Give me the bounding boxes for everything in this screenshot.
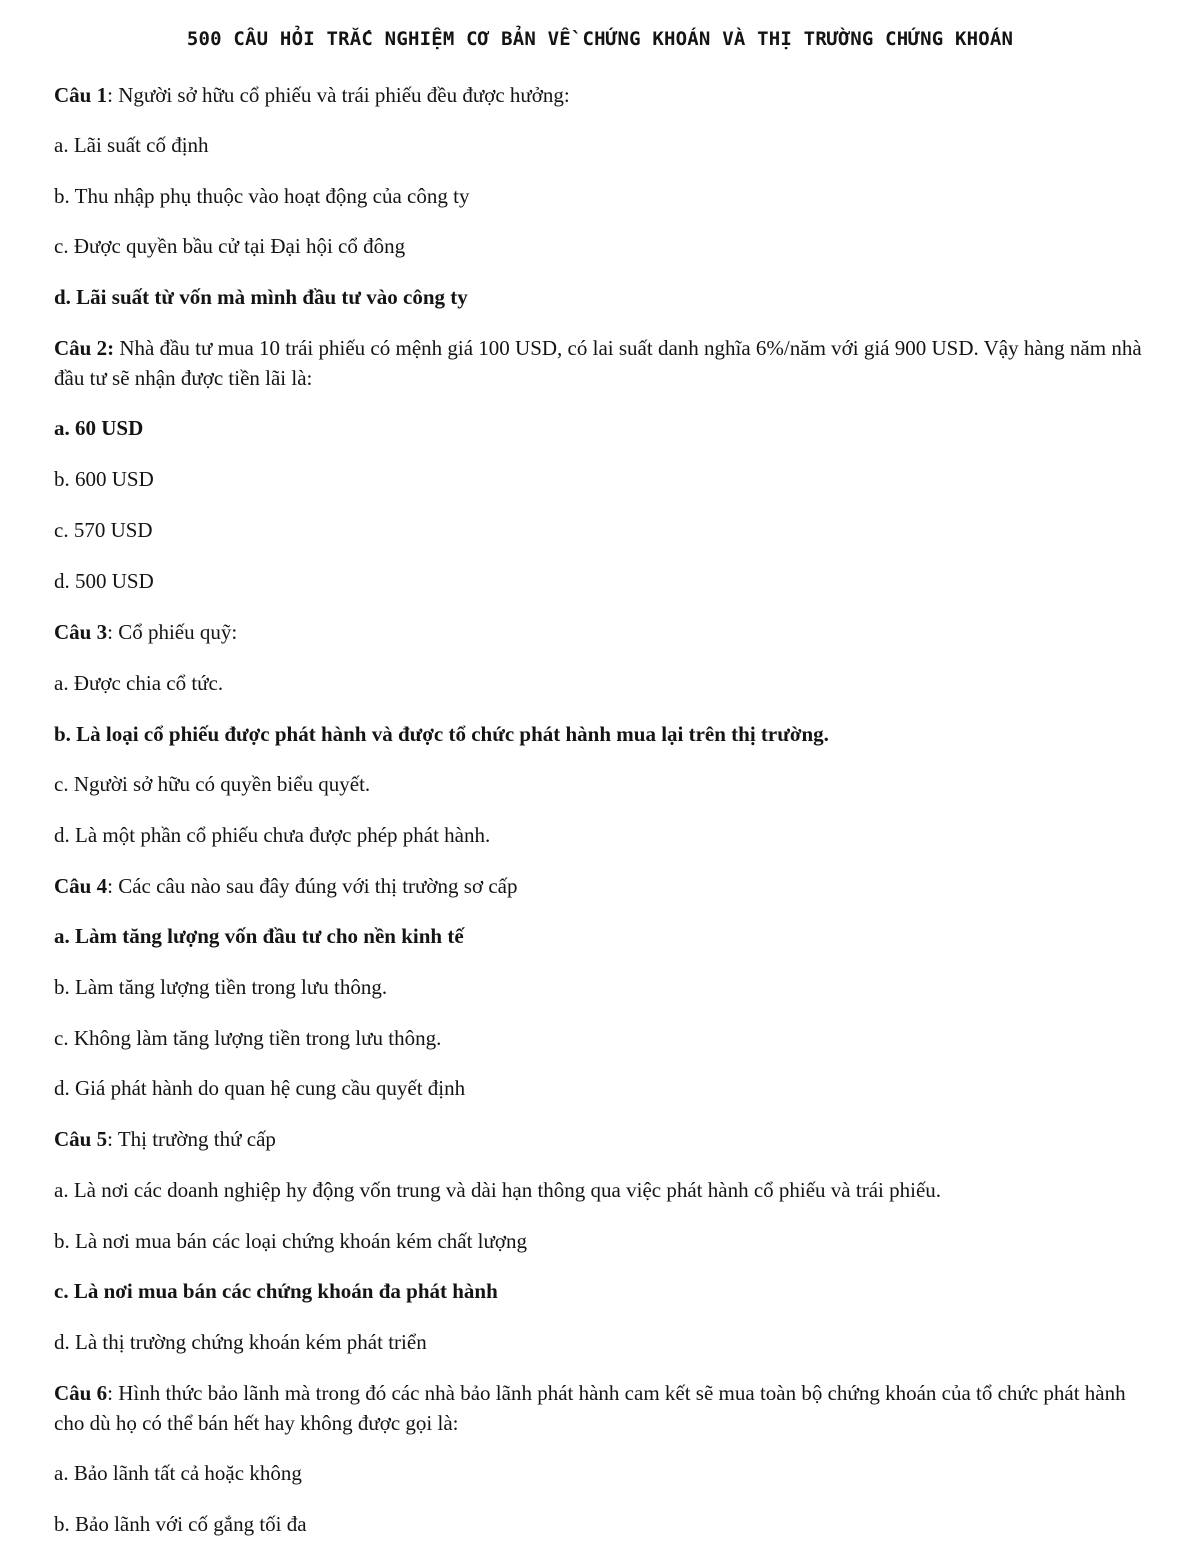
question-1-option-d-correct: d. Lãi suất từ vốn mà mình đầu tư vào công ty <box>54 285 468 309</box>
question-label: Câu 6 <box>54 1381 108 1405</box>
question-label: Câu 1 <box>54 83 108 107</box>
question-6-stem <box>54 1378 1150 1438</box>
question-6-option-a: a. Bảo lãnh tất cả hoặc không <box>54 1461 302 1485</box>
question-4-option-b: b. Làm tăng lượng tiền trong lưu thông. <box>54 975 388 999</box>
question-label: Câu 3 <box>54 620 108 644</box>
question-2-option-d: d. 500 USD <box>54 569 154 593</box>
question-5-option-d: d. Là thị trường chứng khoán kém phát triển <box>54 1330 427 1354</box>
question-text: Nhà đầu tư mua 10 trái phiếu có mệnh giá 100 USD, có lai suất danh nghĩa 6%/năm với giá 900 USD. Vậy hàng năm nhà đầu tư sẽ nhận được tiền lãi là: <box>54 336 1142 390</box>
question-3-option-b-correct: b. Là loại cổ phiếu được phát hành và được tổ chức phát hành mua lại trên thị trường. <box>54 722 829 746</box>
question-1-stem <box>54 80 1150 110</box>
question-1-option-b: b. Thu nhập phụ thuộc vào hoạt động của công ty <box>54 184 470 208</box>
question-3-option-c: c. Người sở hữu có quyền biểu quyết. <box>54 772 371 796</box>
question-5-option-b: b. Là nơi mua bán các loại chứng khoán kém chất lượng <box>54 1229 527 1253</box>
question-4-option-d: d. Giá phát hành do quan hệ cung cầu quyết định <box>54 1076 466 1100</box>
question-3-option-a: a. Được chia cổ tức. <box>54 671 224 695</box>
question-6-option-b: b. Bảo lãnh với cố gắng tối đa <box>54 1512 307 1536</box>
question-4-option-c: c. Không làm tăng lượng tiền trong lưu thông. <box>54 1026 442 1050</box>
question-text: : Thị trường thứ cấp <box>107 1127 276 1151</box>
question-5-stem <box>54 1124 1150 1154</box>
question-2-stem <box>54 333 1150 393</box>
question-2-option-b: b. 600 USD <box>54 467 154 491</box>
question-label: Câu 4 <box>54 874 108 898</box>
question-5-option-c-correct: c. Là nơi mua bán các chứng khoán đa phát hành <box>54 1279 498 1303</box>
question-3-stem <box>54 617 1150 647</box>
question-text: : Hình thức bảo lãnh mà trong đó các nhà bảo lãnh phát hành cam kết sẽ mua toàn bộ chứng khoán của tổ chức phát hành cho dù họ có thể bán hết hay không được gọi là: <box>54 1381 1126 1435</box>
question-2-option-c: c. 570 USD <box>54 518 153 542</box>
question-text: : Người sở hữu cổ phiếu và trái phiếu đều được hưởng: <box>107 83 570 107</box>
question-4-option-a-correct: a. Làm tăng lượng vốn đầu tư cho nền kinh tế <box>54 924 464 948</box>
question-text: : Các câu nào sau đây đúng với thị trường sơ cấp <box>107 874 518 898</box>
page-title: 500 CÂU HỎI TRẮC NGHIỆM CƠ BẢN VỀ CHỨNG KHOÁN VÀ THỊ TRƯỜNG CHỨNG KHOÁN <box>186 28 1014 50</box>
question-1-option-c: c. Được quyền bầu cử tại Đại hội cổ đông <box>54 234 406 258</box>
question-2-option-a-correct: a. 60 USD <box>54 416 144 440</box>
question-label: Câu 5 <box>54 1127 108 1151</box>
question-5-option-a: a. Là nơi các doanh nghiệp hy động vốn trung và dài hạn thông qua việc phát hành cổ phiếu và trái phiếu. <box>54 1178 942 1202</box>
question-label: Câu 2: <box>54 336 115 360</box>
question-1-option-a: a. Lãi suất cố định <box>54 133 209 157</box>
question-4-stem <box>54 871 1150 901</box>
question-3-option-d: d. Là một phần cổ phiếu chưa được phép phát hành. <box>54 823 491 847</box>
question-text: : Cổ phiếu quỹ: <box>107 620 238 644</box>
